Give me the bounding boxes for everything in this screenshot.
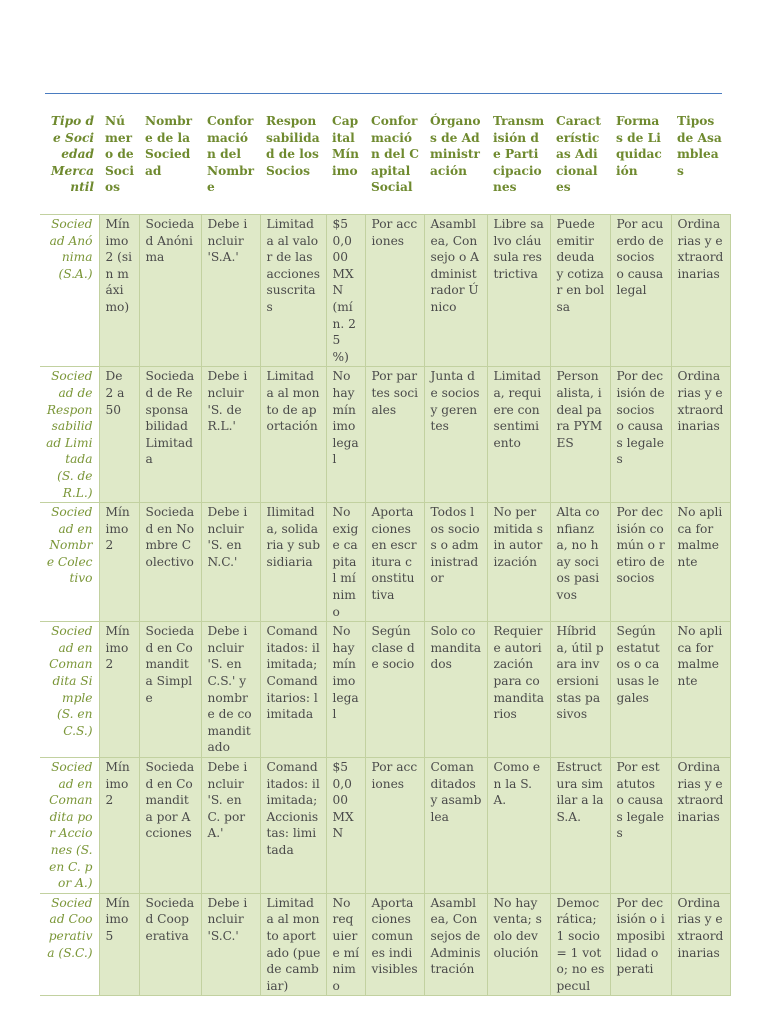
table-cell: Sociedad de Responsabilidad Limitada bbox=[139, 367, 201, 503]
table-cell: No aplica formalmente bbox=[671, 622, 730, 758]
table-row bbox=[40, 367, 730, 503]
table-cell: Sociedad en Comandita Simple bbox=[139, 622, 201, 758]
table-cell: Solo comanditados bbox=[424, 622, 487, 758]
table-cell: Limitada, requiere consentimiento bbox=[487, 367, 550, 503]
row-type-label: Sociedad de Responsabilidad Limitada (S. de R.L.) bbox=[40, 367, 99, 503]
table-cell: Sociedad en Comandita por Acciones bbox=[139, 758, 201, 894]
table-row bbox=[40, 215, 730, 367]
table-cell: No hay mínimo legal bbox=[326, 622, 365, 758]
table-cell: Comanditados: ilimitada; Comanditarios: limitada bbox=[260, 622, 326, 758]
header-rule bbox=[45, 93, 722, 94]
table-cell: Aportaciones en escritura constitutiva bbox=[365, 503, 424, 622]
table-cell: Por decisión común o retiro de socios bbox=[610, 503, 671, 622]
header-conformacion-capital: Conformación del Capital Social bbox=[371, 114, 419, 195]
table-cell: Por estatutos o causas legales bbox=[610, 758, 671, 894]
table-cell: Ilimitada, solidaria y subsidiaria bbox=[260, 503, 326, 622]
row-type-label: Sociedad en Comandita por Acciones (S. en C. por A.) bbox=[40, 758, 99, 894]
table-cell: Limitada al monto de aportación bbox=[260, 367, 326, 503]
table-cell: Ordinarias y extraordinarias bbox=[671, 215, 730, 367]
row-type-label: Sociedad Cooperativa (S.C.) bbox=[40, 893, 99, 996]
table-cell: Personalista, ideal para PYMES bbox=[550, 367, 610, 503]
table-cell: Debe incluir 'S.C.' bbox=[201, 893, 260, 996]
table-cell: No permitida sin autorización bbox=[487, 503, 550, 622]
table-cell: Ordinarias y extraordinarias bbox=[671, 893, 730, 996]
header-organos-administracion: Órganos de Administración bbox=[430, 114, 481, 178]
table-cell: Por partes sociales bbox=[365, 367, 424, 503]
header-numero-socios: Número de Socios bbox=[105, 114, 134, 195]
table-cell: Debe incluir 'S.A.' bbox=[201, 215, 260, 367]
table-cell: Debe incluir 'S. de R.L.' bbox=[201, 367, 260, 503]
table-cell: Como en la S.A. bbox=[487, 758, 550, 894]
table-cell: Según estatutos o causas legales bbox=[610, 622, 671, 758]
table-cell: No aplica formalmente bbox=[671, 503, 730, 622]
table-row bbox=[40, 893, 730, 996]
row-type-label: Sociedad en Comandita Simple (S. en C.S.) bbox=[40, 622, 99, 758]
table-cell: Libre salvo cláusula restrictiva bbox=[487, 215, 550, 367]
table-cell: $50,000 MXN (mín. 25 %) bbox=[326, 215, 365, 367]
header-tipos-asambleas: Tipos de Asambleas bbox=[677, 114, 722, 178]
header-transmision-participaciones: Transmisión de Participaciones bbox=[493, 114, 545, 195]
table-cell: Sociedad Cooperativa bbox=[139, 893, 201, 996]
table-cell: Comanditados: ilimitada; Accionistas: limitada bbox=[260, 758, 326, 894]
table-cell: $50,000 MXN bbox=[326, 758, 365, 894]
table-cell: Debe incluir 'S. en C. por A.' bbox=[201, 758, 260, 894]
table-cell: Requiere autorización para comanditarios bbox=[487, 622, 550, 758]
table-cell: Por acuerdo de socios o causa legal bbox=[610, 215, 671, 367]
table-cell: No requiere mínimo bbox=[326, 893, 365, 996]
table-cell: De 2 a 50 bbox=[99, 367, 139, 503]
table-cell: Sociedad Anónima bbox=[139, 215, 201, 367]
table-cell: Mínimo 2 (sin máximo) bbox=[99, 215, 139, 367]
table-row bbox=[40, 622, 730, 758]
table-cell: Todos los socios o administrador bbox=[424, 503, 487, 622]
table-cell: Mínimo 5 bbox=[99, 893, 139, 996]
table-cell: Según clase de socio bbox=[365, 622, 424, 758]
table-cell: Asamblea, Consejo o Administrador Único bbox=[424, 215, 487, 367]
table-row bbox=[40, 503, 730, 622]
table-cell: Ordinarias y extraordinarias bbox=[671, 758, 730, 894]
header-caracteristicas-adicionales: Características Adicionales bbox=[556, 114, 601, 195]
table-cell: Por acciones bbox=[365, 758, 424, 894]
table-cell: Limitada al valor de las acciones suscritas bbox=[260, 215, 326, 367]
table-cell: Sociedad en Nombre Colectivo bbox=[139, 503, 201, 622]
row-type-label: Sociedad en Nombre Colectivo bbox=[40, 503, 99, 622]
table-cell: Debe incluir 'S. en N.C.' bbox=[201, 503, 260, 622]
table-cell: Híbrida, útil para inversionistas pasivos bbox=[550, 622, 610, 758]
table-cell: Por acciones bbox=[365, 215, 424, 367]
sociedades-table bbox=[40, 112, 731, 996]
table-cell: No hay mínimo legal bbox=[326, 367, 365, 503]
table-cell: Junta de socios y gerentes bbox=[424, 367, 487, 503]
table-cell: Comanditados y asamblea bbox=[424, 758, 487, 894]
table-cell: Mínimo 2 bbox=[99, 503, 139, 622]
header-responsabilidad-socios: Responsabilidad de los Socios bbox=[266, 114, 320, 178]
table-cell: Puede emitir deuda y cotizar en bolsa bbox=[550, 215, 610, 367]
table-cell: Alta confianza, no hay socios pasivos bbox=[550, 503, 610, 622]
table-cell: Debe incluir 'S. en C.S.' y nombre de comanditado bbox=[201, 622, 260, 758]
table-cell: Aportaciones comunes indivisibles bbox=[365, 893, 424, 996]
table-cell: No hay venta; solo devolución bbox=[487, 893, 550, 996]
header-capital-minimo: Capital Mínimo bbox=[332, 114, 359, 178]
table-cell: Limitada al monto aportado (puede cambiar) bbox=[260, 893, 326, 996]
row-type-label: Sociedad Anónima (S.A.) bbox=[40, 215, 99, 367]
header-nombre-sociedad: Nombre de la Sociedad bbox=[145, 114, 193, 178]
table-cell: Asamblea, Consejos de Administración bbox=[424, 893, 487, 996]
table-cell: Estructura similar a la S.A. bbox=[550, 758, 610, 894]
table-cell: Democrática; 1 socio = 1 voto; no especul bbox=[550, 893, 610, 996]
header-formas-liquidacion: Formas de Liquidación bbox=[616, 114, 662, 178]
table-cell: Mínimo 2 bbox=[99, 622, 139, 758]
table-cell: Ordinarias y extraordinarias bbox=[671, 367, 730, 503]
table-cell: Por decisión de socios o causas legales bbox=[610, 367, 671, 503]
table-cell: Por decisión o imposibilidad operati bbox=[610, 893, 671, 996]
header-conformacion-nombre: Conformación del Nombre bbox=[207, 114, 255, 195]
header-row bbox=[40, 112, 730, 215]
table-row bbox=[40, 758, 730, 894]
header-tipo-sociedad: Tipo de Sociedad Mercantil bbox=[50, 114, 94, 195]
table-cell: Mínimo 2 bbox=[99, 758, 139, 894]
table-cell: No exige capital mínimo bbox=[326, 503, 365, 622]
